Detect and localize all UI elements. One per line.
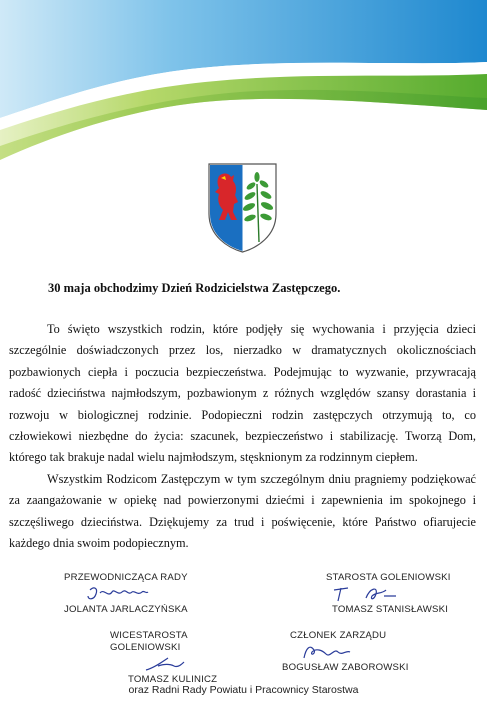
signature-block-vice-starosta	[110, 630, 250, 686]
handwritten-signature-icon	[282, 642, 412, 662]
body-paragraph: Wszystkim Rodzicom Zastępczym w tym szczególnym dniu pragniemy podziękować za zaangażowanie w opiekę nad powierzonymi dziećmi i zapewnienia im spokojnego i szczęśliwego dzieciństwa. Dziękujemy za trud i poświęcenie, które Państwo ofiarujecie każdego dnia swoim podopiecznym.	[9, 471, 476, 551]
signature-block-board-member	[282, 630, 422, 674]
handwritten-signature-icon	[64, 584, 194, 604]
signature-title: CZŁONEK ZARZĄDU	[290, 630, 387, 641]
signature-title: STAROSTA GOLENIOWSKI	[326, 572, 451, 583]
document-body	[9, 319, 476, 554]
signature-name: BOGUSŁAW ZABOROWSKI	[282, 662, 409, 673]
footer-note: oraz Radni Rady Powiatu i Pracownicy Starostwa	[128, 684, 359, 696]
signature-block-starosta	[326, 572, 466, 616]
body-paragraph: To święto wszystkich rodzin, które podjęły się wychowania i przyjęcia dzieci szczególnie doświadczonych przez los, nierzadko w dramatycznych okolicznościach pozbawionych ciepła i poczucia bezpieczeństwa. Podejmując to wyzwanie, przywracają radość dzieciństwa najmłodszym, pozbawionym z różnych względów szansy dorastania i rozwoju w biologicznej rodzinie. Podopieczni rodzin zastępczych otrzymują to, co człowiekowi niezbędne do życia: szacunek, bezpieczeństwo i stabilizację. Tworzą Dom, którego tak brakuje nadal wielu najmłodszym, stęsknionym za rodzinnym ciepłem.	[9, 322, 476, 465]
handwritten-signature-icon	[110, 654, 240, 674]
handwritten-signature-icon	[326, 584, 456, 604]
signature-title: PRZEWODNICZĄCA RADY	[64, 572, 188, 583]
header-wave-banner	[0, 0, 487, 165]
goleniow-county-coat-of-arms-icon	[207, 162, 278, 254]
signature-name: TOMASZ KULINICZ	[128, 674, 218, 685]
signature-block-council-chair	[64, 572, 204, 616]
signature-name: JOLANTA JARLACZYŃSKA	[64, 604, 188, 615]
signature-title: WICESTAROSTA GOLENIOWSKI	[110, 630, 188, 653]
signature-name: TOMASZ STANISŁAWSKI	[332, 604, 449, 615]
document-heading: 30 maja obchodzimy Dzień Rodzicielstwa Zastępczego.	[48, 281, 341, 295]
